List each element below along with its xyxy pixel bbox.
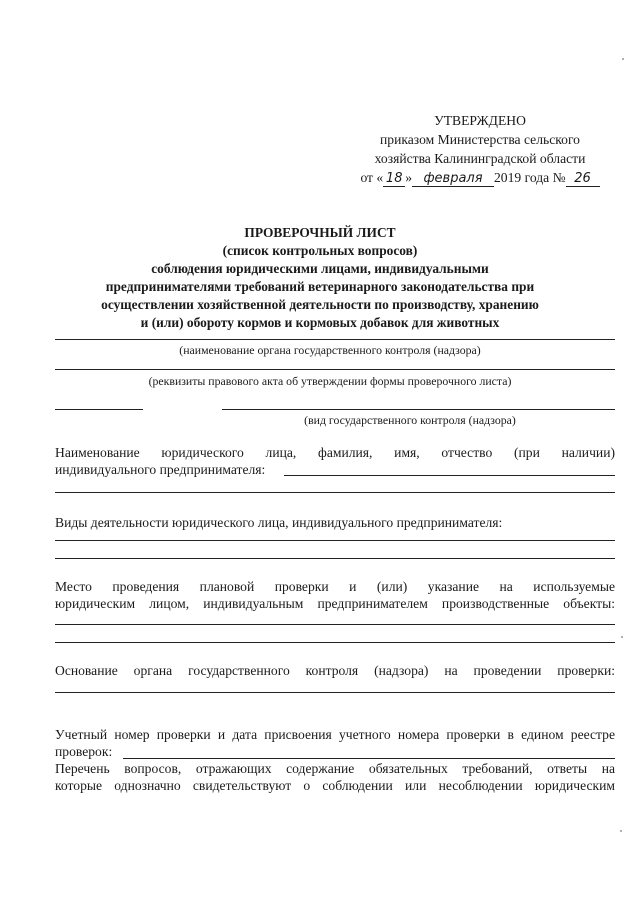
questions-intro-2: которые однозначно свидетельствуют о соблюдении или несоблюдении юридическим	[55, 778, 615, 793]
control-type-line-left[interactable]	[55, 409, 143, 410]
handwritten-month: февраля	[412, 171, 494, 187]
questions-intro-1: Перечень вопросов, отражающих содержание обязательных требований, ответы на	[55, 761, 615, 776]
registration-label-2: проверок:	[55, 744, 113, 759]
title-line-4: предпринимателями требований ветеринарного законодательства при	[105, 279, 535, 294]
year-text: 2019 года №	[494, 170, 566, 185]
place-label-2: юридическим лицом, индивидуальным предпринимателем производственные объекты:	[55, 596, 615, 611]
approval-date-line	[330, 168, 630, 187]
title-line-3: соблюдения юридическими лицами, индивидуальными	[151, 261, 489, 276]
basis-field[interactable]	[55, 692, 615, 693]
approval-line-1: приказом Министерства сельского	[380, 132, 580, 147]
scan-speck	[622, 58, 624, 60]
title-line-1: ПРОВЕРОЧНЫЙ ЛИСТ	[244, 225, 396, 240]
legal-act-line[interactable]	[55, 369, 615, 370]
entity-name-field[interactable]	[284, 475, 615, 476]
control-type-caption: (вид государственного контроля (надзора)	[304, 413, 516, 427]
approval-heading: УТВЕРЖДЕНО	[434, 113, 526, 128]
activities-field-2[interactable]	[55, 558, 615, 559]
title-line-6: и (или) обороту кормов и кормовых добавок для животных	[140, 315, 500, 330]
registration-label-1: Учетный номер проверки и дата присвоения учетного номера проверки в едином реестре	[55, 727, 615, 742]
authority-name-line[interactable]	[55, 339, 615, 340]
activities-field-1[interactable]	[55, 540, 615, 541]
title-line-2: (список контрольных вопросов)	[222, 243, 418, 258]
place-label-1: Место проведения плановой проверки и (или) указание на используемые	[55, 579, 615, 594]
handwritten-day: 18	[383, 171, 405, 187]
legal-act-caption: (реквизиты правового акта об утверждении формы проверочного листа)	[148, 374, 512, 388]
place-field-1[interactable]	[55, 624, 615, 625]
handwritten-number: 26	[566, 171, 600, 187]
scan-speck	[621, 636, 623, 638]
place-field-2[interactable]	[55, 642, 615, 643]
date-mid: »	[405, 170, 412, 185]
title-line-5: осуществлении хозяйственной деятельности по производству, хранению	[101, 297, 539, 312]
date-prefix: от «	[360, 170, 384, 185]
entity-name-label-2: индивидуального предпринимателя:	[55, 462, 266, 477]
entity-name-label-1: Наименование юридического лица, фамилия, имя, отчество (при наличии)	[55, 445, 615, 460]
entity-name-field-2[interactable]	[55, 492, 615, 493]
basis-label: Основание органа государственного контроля (надзора) на проведении проверки:	[55, 663, 615, 678]
registration-field[interactable]	[123, 758, 615, 759]
approval-line-2: хозяйства Калининградской области	[374, 151, 586, 166]
activities-label: Виды деятельности юридического лица, индивидуального предпринимателя:	[55, 515, 503, 530]
scan-speck	[620, 830, 622, 832]
authority-caption: (наименование органа государственного контроля (надзора)	[179, 343, 481, 357]
control-type-line-right[interactable]	[222, 409, 615, 410]
